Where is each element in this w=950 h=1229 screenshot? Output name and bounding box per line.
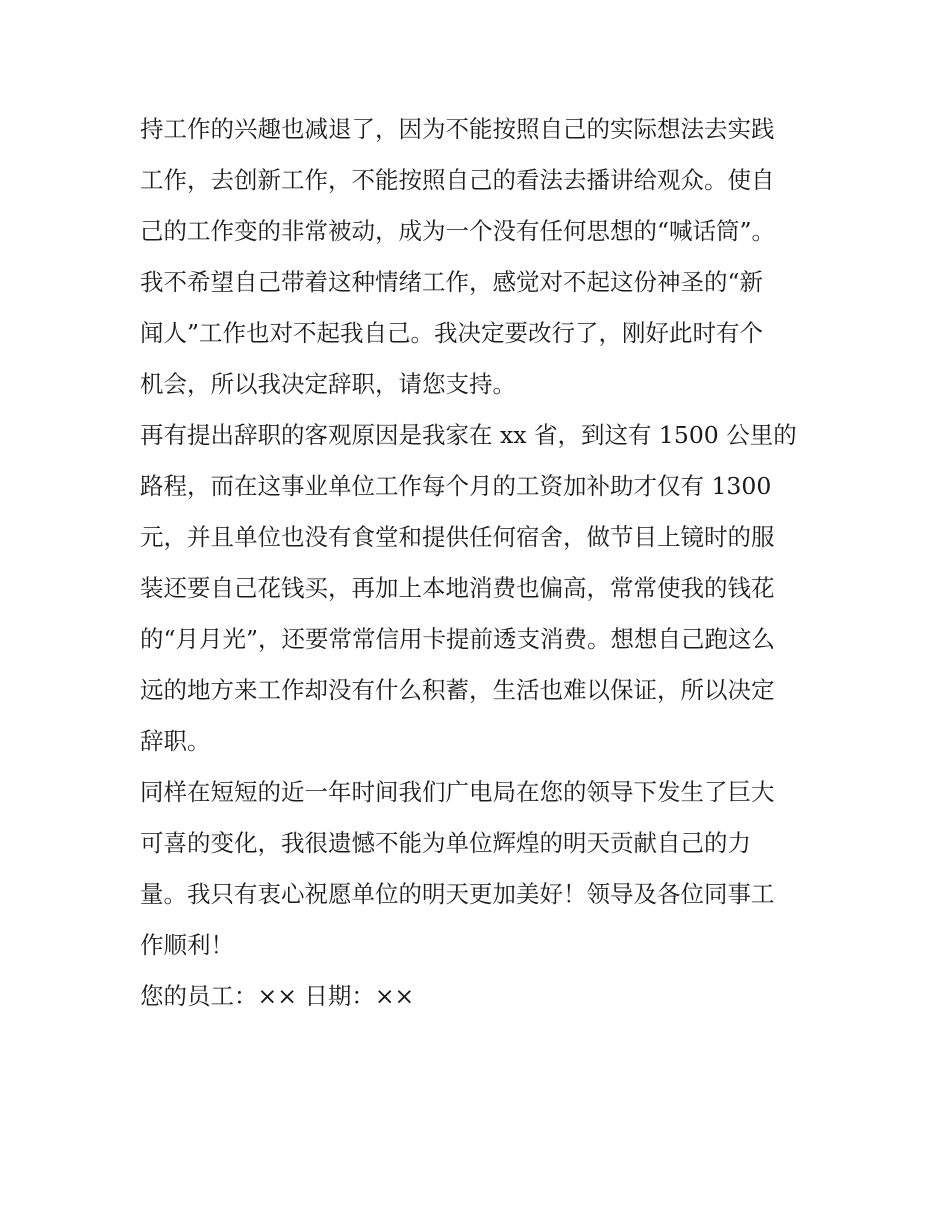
text-line: 闻人”工作也对不起我自己。我决定要改行了，刚好此时有个 (140, 319, 764, 347)
text-line: 辞职。 (140, 727, 211, 755)
text-line: 元，并且单位也没有食堂和提供任何宿舍，做节目上镜时的服 (140, 523, 775, 551)
letter-body (140, 104, 820, 1022)
text-line: 再有提出辞职的客观原因是我家在 xx 省，到这有 1500 公里的 (140, 421, 797, 449)
text-line: 工作，去创新工作，不能按照自己的看法去播讲给观众。使自 (140, 166, 775, 194)
signature-line: 您的员工：×× 日期：×× (140, 982, 415, 1010)
text-line: 路程，而在这事业单位工作每个月的工资加补助才仅有 1300 (140, 472, 772, 500)
text-line: 量。我只有衷心祝愿单位的明天更加美好！领导及各位同事工 (140, 880, 775, 908)
text-line: 同样在短短的近一年时间我们广电局在您的领导下发生了巨大 (140, 778, 775, 806)
text-line: 作顺利！ (140, 931, 234, 959)
text-line: 机会，所以我决定辞职，请您支持。 (140, 370, 516, 398)
text-line: 我不希望自己带着这种情绪工作，感觉对不起这份神圣的“新 (140, 268, 764, 296)
text-line: 己的工作变的非常被动，成为一个没有任何思想的“喊话筒”。 (140, 217, 776, 245)
text-line: 持工作的兴趣也减退了，因为不能按照自己的实际想法去实践 (140, 115, 775, 143)
text-line: 可喜的变化，我很遗憾不能为单位辉煌的明天贡献自己的力 (140, 829, 751, 857)
text-line: 装还要自己花钱买，再加上本地消费也偏高，常常使我的钱花 (140, 574, 775, 602)
text-line: 的“月月光”，还要常常信用卡提前透支消费。想想自己跑这么 (140, 625, 776, 653)
text-line: 远的地方来工作却没有什么积蓄，生活也难以保证，所以决定 (140, 676, 775, 704)
